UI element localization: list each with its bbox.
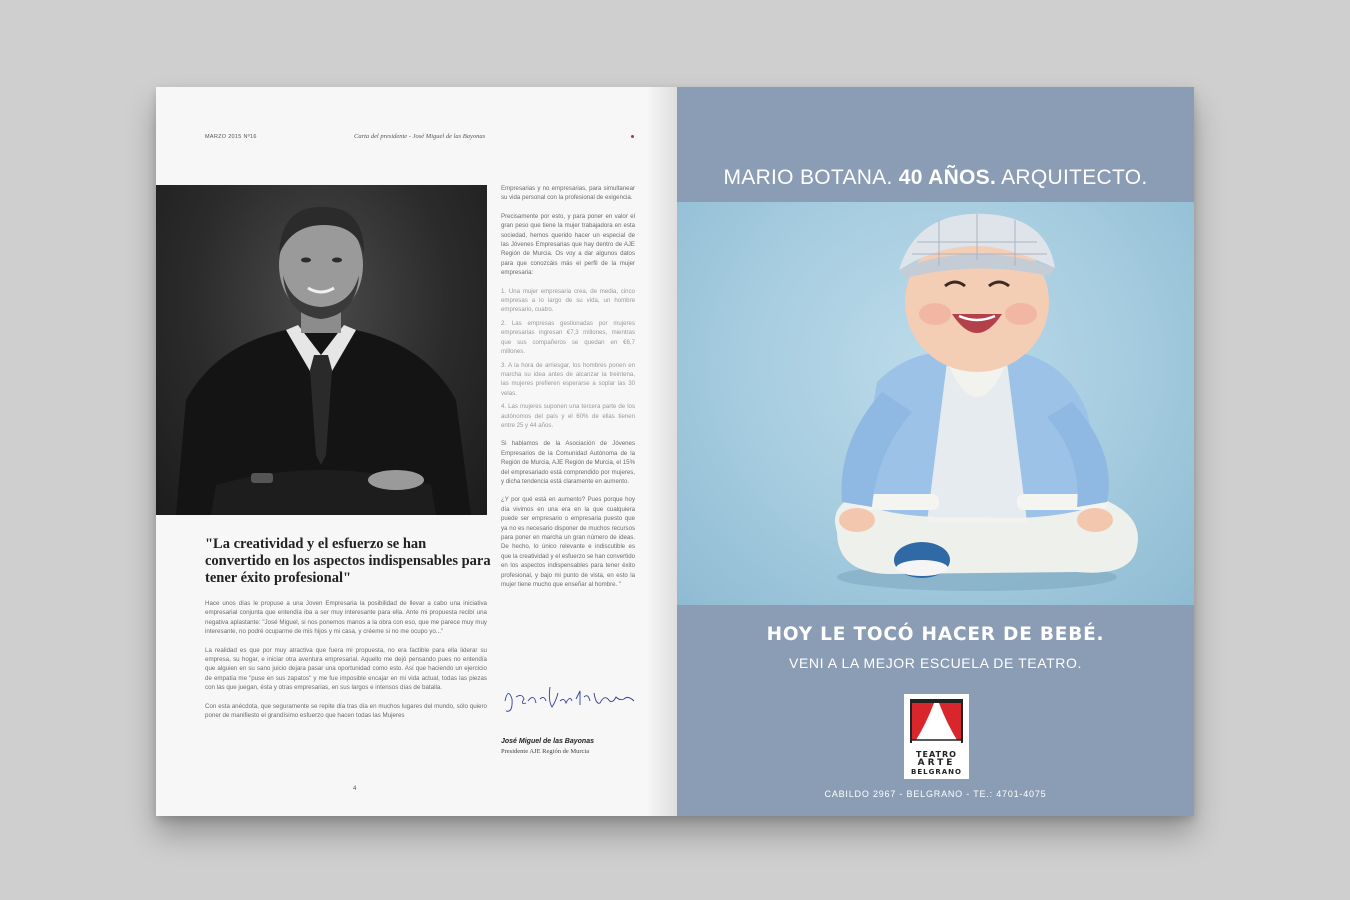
ad-subheadline: VENI A LA MEJOR ESCUELA DE TEATRO. [789, 655, 1082, 671]
left-page [156, 87, 677, 816]
paragraph: Empresarias y no empresarias, para simultanear su vida personal con la profesional de exigencia. [501, 185, 635, 202]
logo-text-line-1: TEATRO [916, 750, 957, 759]
page-number: 4 [353, 786, 357, 792]
logo-text-line-3: BELGRANO [911, 768, 962, 776]
paragraph: Si hablamos de la Asociación de Jóvenes Empresarios de la Comunidad Autónoma de la Región de Murcia, AJE Región de Murcia, el 15% del empresariado está comprendido por mujeres, y dicha tendencia está claramente en aumento. [501, 440, 635, 485]
baby-photo [677, 202, 1194, 605]
ad-title-part-1: MARIO BOTANA. [723, 166, 899, 189]
signer-role: Presidente AJE Región de Murcia [501, 748, 590, 755]
ad-title [677, 166, 1194, 190]
pull-quote: "La creatividad y el esfuerzo se han convertido en los aspectos indispensables para tener éxito profesional" [205, 536, 491, 586]
ad-headline: HOY LE TOCÓ HACER DE BEBÉ. [766, 624, 1105, 645]
paragraph: Precisamente por esto, y para poner en valor el gran peso que tiene la mujer trabajadora en esta sociedad, hemos querido hacer un especial de las Jóvenes Empresarias que hay dentro de AJE Región de Murcia. Os voy a dar algunos datos para que conozcáis más el perfil de la mujer empresaria: [501, 212, 635, 277]
running-header-section: Carta del presidente - José Miguel de las Bayonas [354, 133, 486, 140]
running-header-issue: MARZO 2015 Nº16 [205, 134, 257, 140]
handwritten-signature [500, 679, 640, 719]
portrait-illustration [156, 185, 487, 515]
logo-text-line-2: ARTE [917, 758, 956, 768]
ad-title-bold: 40 AÑOS. [898, 166, 997, 189]
list-item: 4. Las mujeres suponen una tercera parte de los autónomos del país y el 60% de ellas tienen entre 25 y 44 años. [501, 403, 635, 429]
paragraph: Hace unos días le propuse a una Joven Empresaria la posibilidad de llevar a cabo una iniciativa empresarial conjunta que entendía iba a ser muy interesante para ella. Ante mi propuesta recibí una negativa aplastante: "José Miguel, si nos ponemos manos a la obra con eso, que me parece muy muy interesante, no podré ocuparme de mis hijos y mi casa, y créeme si no me ocupo yo..." [205, 600, 487, 636]
baby-illustration [677, 202, 1194, 605]
paragraph: Con esta anécdota, que seguramente se repite día tras día en muchos lugares del mundo, sólo quiero poner de manifiesto el grandísimo esfuerzo que hacen todas las Mujeres [205, 702, 487, 720]
teatro-arte-belgrano-logo [904, 694, 969, 779]
ad-address: CABILDO 2967 - BELGRANO - TE.: 4701-4075 [824, 789, 1047, 799]
signer-name: José Miguel de las Bayonas [501, 738, 594, 745]
article-body-column-2 [501, 184, 635, 598]
theater-curtain-icon [904, 694, 969, 750]
ad-title-part-2: ARQUITECTO. [996, 166, 1148, 189]
article-body-column-1 [205, 599, 487, 729]
list-item: 2. Las empresas gestionadas por mujeres empresarias ingresan €7,3 millones, mientras que sus compañeros se quedan en €6,7 millones. [501, 319, 635, 356]
advertisement-page [677, 87, 1194, 816]
paragraph: La realidad es que por muy atractiva que fuera mi propuesta, no era factible para ella liderar su empresa, su hogar, e iniciar otra aventura empresarial. Aquello me dejó pensando pues no entendía que alguien en su sano juicio dejara pasar una oportunidad como esto. Así que haciendo un ejercicio de empatía me "puse en sus zapatos" y me fue imposible encajar en mi vida actual, todas las piezas con las que juegan, ésta y otras empresarias, en sus largos e intensos días de batalla. [205, 646, 487, 692]
president-portrait-photo [156, 185, 487, 515]
red-dot-marker [631, 135, 634, 138]
statistics-list [501, 287, 635, 431]
magazine-spread [156, 87, 1194, 816]
list-item: 1. Una mujer empresaria crea, de media, cinco empresas a lo largo de su vida, un hombre empresario, cuatro. [501, 287, 635, 314]
paragraph: ¿Y por qué está en aumento? Pues porque hoy día vivimos en una era en la que cualquiera puede ser empresario o empresaria puesto que ya no es necesario disponer de muchos recursos para poner en marcha un gran número de ideas. De hecho, lo único relevante e indiscutible es que la creatividad y el esfuerzo se han convertido en los aspectos indispensables para tener éxito profesional, y bajo mi punto de vista, en esto la mujer tiene mucho que enseñar al hombre. " [501, 496, 635, 589]
list-item: 3. A la hora de arriesgar, los hombres ponen en marcha su idea antes de alcanzar la treintena, las mujeres prefieren esperarse a soplar las 30 velas. [501, 361, 635, 397]
